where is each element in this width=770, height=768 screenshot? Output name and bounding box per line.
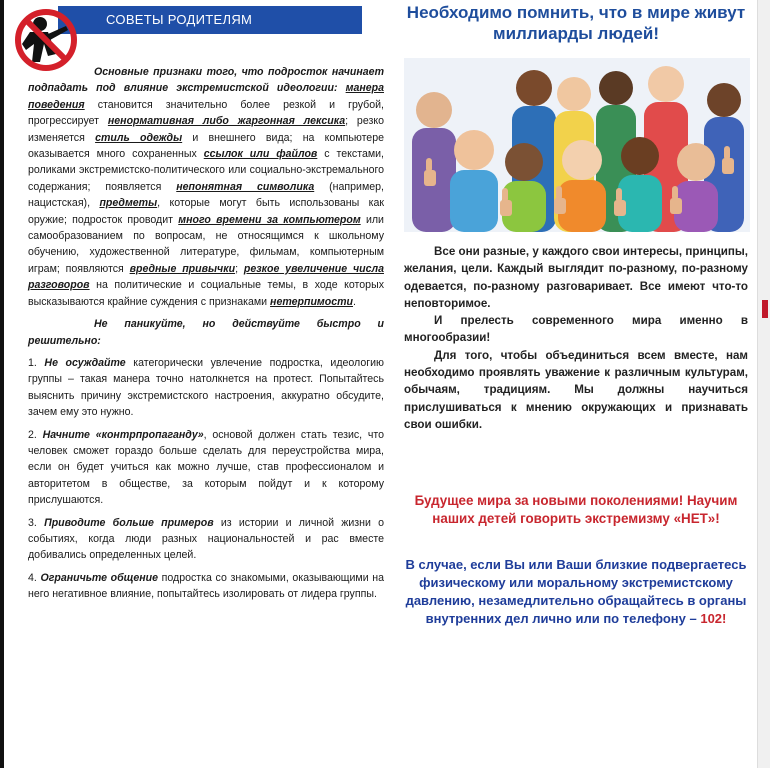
panic-heading: Не паникуйте, но действуйте быстро и решительно: <box>28 318 384 347</box>
left-border <box>0 0 4 768</box>
section-header <box>58 6 362 34</box>
red-edge-mark <box>762 300 768 318</box>
section-header-text: СОВЕТЫ РОДИТЕЛЯМ <box>106 12 253 27</box>
diversity-text <box>404 243 748 433</box>
tip-item: 2. Начните «контрпропаганду», основой должен стать тезис, что человек сможет гораздо больше сделать для переустройства мира, если он будет учиться как можно лучше, став профессионалом и авторитетом в обществе, за которым пойдут и к которому прислушаются. <box>28 428 385 507</box>
emergency-phone: 102! <box>700 611 727 626</box>
tip-item: 4. Ограничьте общение подростка со знакомыми, оказывающими на него негативное влияние, попытайтесь изолировать от лидера группы. <box>28 571 385 601</box>
signs-paragraph: Основные признаки того, что подросток начинает подпадать под влияние экстремистской идеологии: манера поведения становится значительно более резкой и грубой, прогрессирует ненормативная либо жаргонная лексика; резко изменяется стиль одежды и внешнего вида; на компьютере оказывается много сохраненных ссылок или файлов с текстами, роликами экстремистско-политического или социально-экстремального содержания; появляется непонятная символика (например, нацистская), предметы, которые могут быть использованы как оружие; подросток проводит много времени за компьютером или самообразованием по вопросам, не относящимся к школьному обучению, художественной литературе, фильмам, компьютерным играм; появляются вредные привычки; резкое увеличение числа разговоров на политические и социальные темы, в ходе которых высказываются крайние суждения с признаками нетерпимости. <box>28 66 384 308</box>
help-text: В случае, если Вы или Ваши близкие подвергаетесь физическому или моральному экстремистскому давлению, незамедлительно обращайтесь в органы внутренних дел лично или по телефону – <box>405 557 747 626</box>
right-edge <box>757 0 770 768</box>
diversity-paragraph-2: И прелесть современного мира именно в многообразии! <box>404 314 748 345</box>
slogan-text: Будущее мира за новыми поколениями! Научим наших детей говорить экстремизму «НЕТ»! <box>414 493 738 526</box>
diversity-paragraph-1: Все они разные, у каждого свои интересы, принципы, желания, цели. Каждый выглядит по-разному, по-разному одевается, по-разному разговаривает. Все имеют что-то неповторимое. <box>404 245 748 310</box>
diversity-paragraph-3: Для того, чтобы объединиться всем вместе, нам необходимо проявлять уважение к различным культурам, обычаям, традициям. Мы должны научиться прислушиваться к мнению окружающих и признавать свои ошибки. <box>404 348 748 431</box>
tip-item: 3. Приводите больше примеров из истории и личной жизни о событиях, когда люди разных национальностей и рас вместе добивались определенных целей. <box>28 516 384 562</box>
tip-item: 1. Не осуждайте категорически увлечение подростка, идеологию группы – такая манера точно натолкнется на протест. Попытайтесь выяснить причину экстремистского настроения, аккуратно обсудите, зачем ему это нужно. <box>28 356 384 419</box>
parent-advice-text <box>28 64 384 609</box>
help-notice <box>404 556 748 628</box>
children-photo <box>404 58 750 232</box>
right-title: Необходимо помнить, что в мире живут миллиарды людей! <box>406 3 746 43</box>
